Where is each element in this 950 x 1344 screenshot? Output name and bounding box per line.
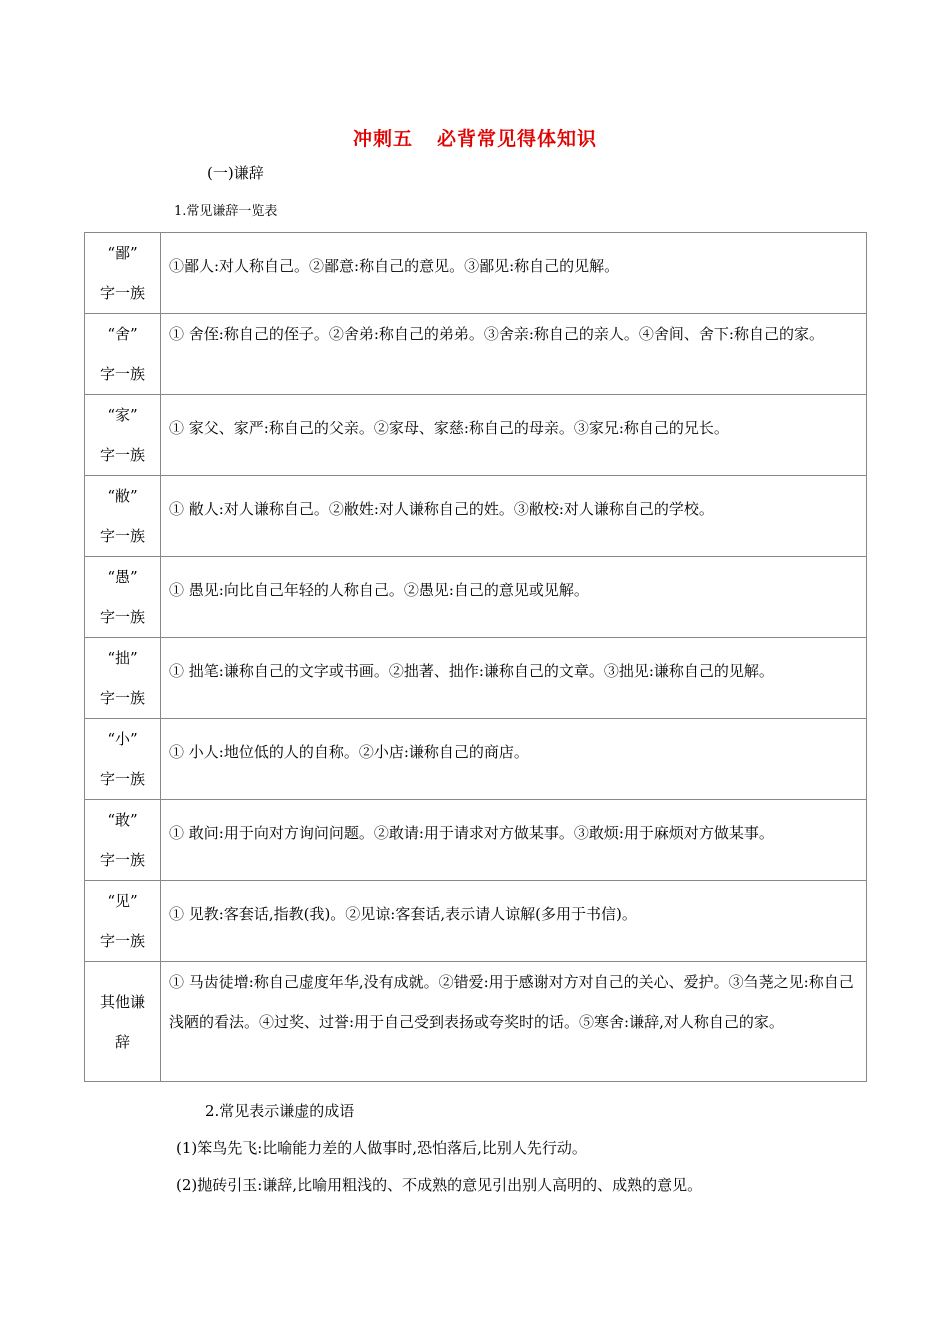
row-text: ① 愚见:向比自己年轻的人称自己。②愚见:自己的意见或见解。	[161, 557, 867, 638]
table-row	[85, 881, 867, 962]
table-row	[85, 233, 867, 314]
row-text: ① 马齿徒增:称自己虚度年华,没有成就。②错爱:用于感谢对方对自己的关心、爱护。③刍荛之见:称自己浅陋的看法。④过奖、过誉:用于自己受到表扬或夸奖时的话。⑤寒舍:谦辞,对人称自己的家。	[161, 962, 867, 1082]
row-text: ① 小人:地位低的人的自称。②小店:谦称自己的商店。	[161, 719, 867, 800]
table-row	[85, 557, 867, 638]
table-row	[85, 314, 867, 395]
row-key: “鄙” 字一族	[85, 233, 161, 314]
title-part1: 冲刺五	[352, 128, 413, 150]
row-key: “见” 字一族	[85, 881, 161, 962]
row-key: “敝” 字一族	[85, 476, 161, 557]
section2-heading: 2.常见表示谦虚的成语	[205, 1102, 355, 1120]
row-text: ① 敝人:对人谦称自己。②敝姓:对人谦称自己的姓。③敝校:对人谦称自己的学校。	[161, 476, 867, 557]
idiom-item: (2)抛砖引玉:谦辞,比喻用粗浅的、不成熟的意见引出别人高明的、成熟的意见。	[176, 1176, 703, 1194]
row-key: “小” 字一族	[85, 719, 161, 800]
title-part2: 必背常见得体知识	[437, 128, 598, 150]
table-caption: 1.常见谦辞一览表	[174, 204, 278, 219]
table-row	[85, 476, 867, 557]
row-text: ① 家父、家严:称自己的父亲。②家母、家慈:称自己的母亲。③家兄:称自己的兄长。	[161, 395, 867, 476]
row-text: ① 见教:客套话,指教(我)。②见谅:客套话,表示请人谅解(多用于书信)。	[161, 881, 867, 962]
table-row	[85, 962, 867, 1082]
row-key: “敢” 字一族	[85, 800, 161, 881]
row-text: ① 拙笔:谦称自己的文字或书画。②拙著、拙作:谦称自己的文章。③拙见:谦称自己的见解。	[161, 638, 867, 719]
humble-words-table	[84, 232, 867, 1082]
row-key: “愚” 字一族	[85, 557, 161, 638]
row-text: ① 舍侄:称自己的侄子。②舍弟:称自己的弟弟。③舍亲:称自己的亲人。④舍间、舍下:称自己的家。	[161, 314, 867, 395]
row-key: “舍” 字一族	[85, 314, 161, 395]
table-row	[85, 638, 867, 719]
row-text: ① 敢问:用于向对方询问问题。②敢请:用于请求对方做某事。③敢烦:用于麻烦对方做某事。	[161, 800, 867, 881]
row-text: ①鄙人:对人称自己。②鄙意:称自己的意见。③鄙见:称自己的见解。	[161, 233, 867, 314]
page-title	[0, 124, 950, 151]
table-row	[85, 395, 867, 476]
row-key: 其他谦 辞	[85, 962, 161, 1082]
table-row	[85, 719, 867, 800]
section1-heading: (一)谦辞	[207, 164, 264, 182]
row-key: “拙” 字一族	[85, 638, 161, 719]
table-row	[85, 800, 867, 881]
row-key: “家” 字一族	[85, 395, 161, 476]
idiom-item: (1)笨鸟先飞:比喻能力差的人做事时,恐怕落后,比别人先行动。	[176, 1139, 587, 1157]
